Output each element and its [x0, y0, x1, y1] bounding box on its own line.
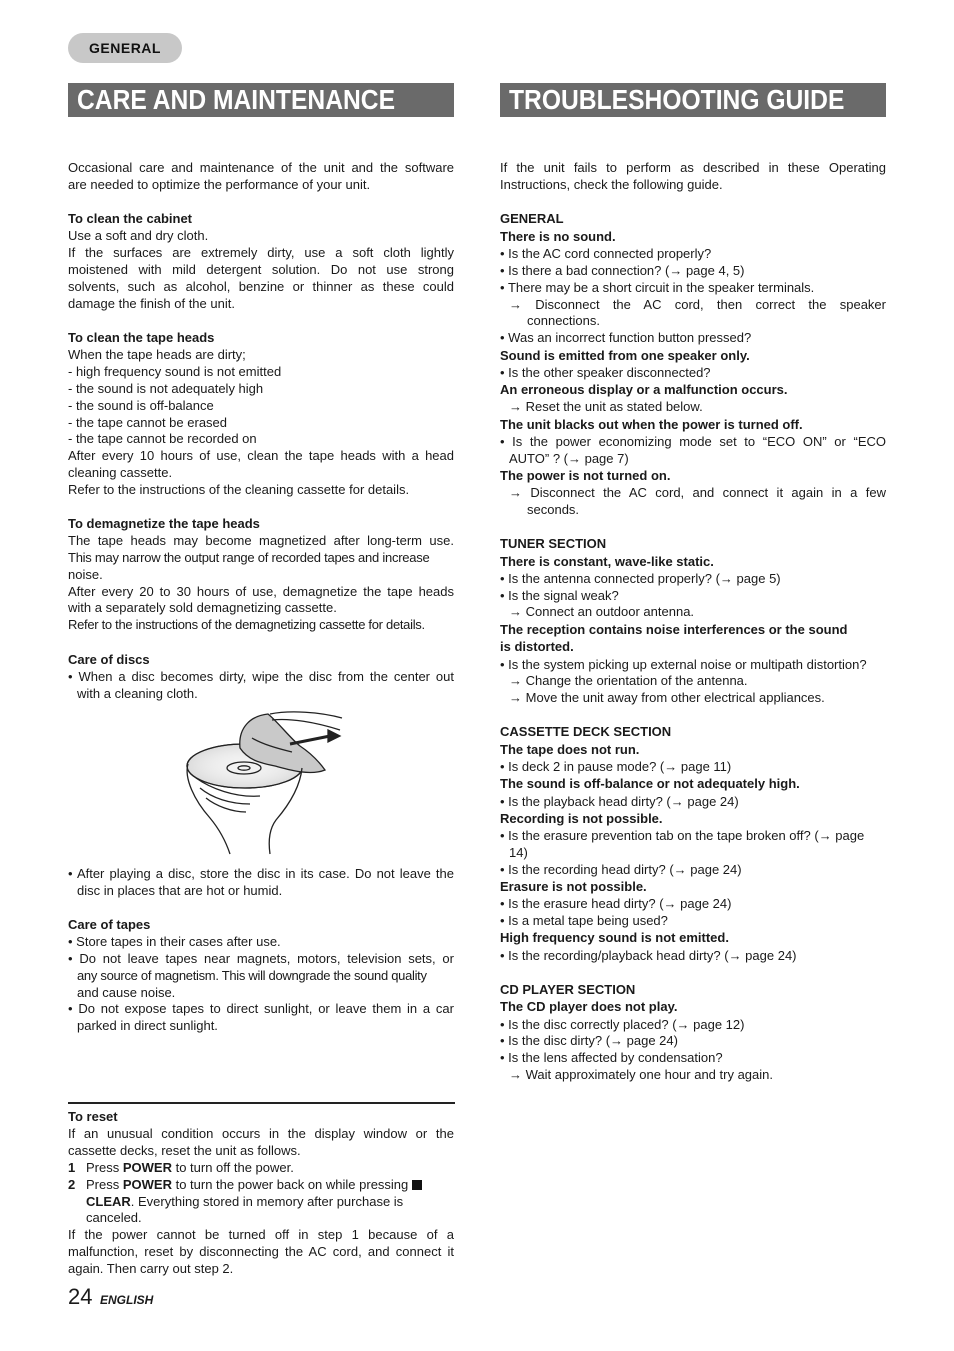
reset-step-1	[68, 1159, 454, 1176]
step-text: to turn off the power.	[171, 1160, 294, 1175]
text-line: solvents, such as alcohol, benzine or thinner as these could	[68, 279, 454, 294]
symptom: Erasure is not possible.	[500, 879, 647, 894]
remedy: → Reset the unit as stated below.	[500, 398, 886, 415]
symptom: An erroneous display or a malfunction occurs.	[500, 382, 788, 397]
bullet-item: • Store tapes in their cases after use.	[68, 933, 454, 950]
symptom: Sound is emitted from one speaker only.	[500, 348, 750, 363]
step-text: to turn the power back on while pressing	[171, 1177, 412, 1192]
step-number: 2	[68, 1177, 76, 1192]
check-item: • Is the system picking up external noise or multipath distortion?	[500, 656, 886, 673]
check-item: • Is the other speaker disconnected?	[500, 364, 886, 381]
check-item: • Is the erasure head dirty? (→ page 24)	[500, 895, 886, 912]
power-key: POWER	[122, 1160, 172, 1175]
text-line: with a separately sold demagnetizing cassette.	[68, 600, 337, 615]
remedy: → Change the orientation of the antenna.	[500, 672, 886, 689]
text-line: cassette decks, reset the unit as follows.	[68, 1143, 301, 1158]
cabinet-heading: To clean the cabinet	[68, 211, 193, 226]
power-key: POWER	[122, 1177, 172, 1192]
bullet-item: • When a disc becomes dirty, wipe the disc from the center out	[68, 668, 454, 685]
symptom: The unit blacks out when the power is turned off.	[500, 417, 803, 432]
text-line: After every 20 to 30 hours of use, demagnetize the tape heads	[68, 584, 454, 599]
text-line: cleaning cassette.	[68, 465, 173, 480]
check-item: • Is the recording/playback head dirty? (→ page 24)	[500, 947, 886, 964]
check-item: • Is the AC cord connected properly?	[500, 245, 886, 262]
remedy-cont: connections.	[527, 313, 600, 328]
symptom: High frequency sound is not emitted.	[500, 930, 729, 945]
intro-line: If the unit fails to perform as described in these Operating	[500, 160, 886, 175]
step-text: Press	[86, 1177, 123, 1192]
text-line: If the power cannot be turned off in step 1 because of a	[68, 1227, 454, 1242]
check-item: • Is the signal weak?	[500, 587, 886, 604]
demag-heading: To demagnetize the tape heads	[68, 516, 260, 531]
stop-square-icon	[412, 1180, 422, 1190]
step-number: 1	[68, 1160, 76, 1175]
bullet-cont: and cause noise.	[77, 985, 176, 1000]
intro-line: are needed to optimize the performance of your unit.	[68, 177, 371, 192]
tuner-heading: TUNER SECTION	[500, 536, 607, 551]
reset-step-2	[68, 1176, 454, 1193]
check-item: • Is the erasure prevention tab on the tape broken off? (→ page	[500, 827, 886, 844]
text-line: If an unusual condition occurs in the display window or the	[68, 1126, 454, 1141]
check-cont: AUTO” ? (→ page 7)	[509, 451, 629, 466]
bullet-cont: any source of magnetism. This will downgrade the sound quality	[77, 968, 427, 983]
bullet-item: • After playing a disc, store the disc in its case. Do not leave the	[68, 865, 454, 882]
symptom: The tape does not run.	[500, 742, 640, 757]
symptom: There is no sound.	[500, 229, 616, 244]
discs-heading: Care of discs	[68, 652, 150, 667]
heads-heading: To clean the tape heads	[68, 330, 215, 345]
clear-key: CLEAR	[86, 1194, 131, 1209]
symptom: The sound is off-balance or not adequately high.	[500, 776, 800, 791]
remedy: → Disconnect the AC cord, then correct the speaker	[500, 296, 886, 313]
bullet-cont: with a cleaning cloth.	[77, 686, 198, 701]
check-item: • Is the recording head dirty? (→ page 24)	[500, 861, 886, 878]
text-line: After every 10 hours of use, clean the tape heads with a head	[68, 448, 454, 463]
check-item: • Is a metal tape being used?	[500, 912, 886, 929]
bullet-item: • Do not expose tapes to direct sunlight, or leave them in a car	[68, 1000, 454, 1017]
text-line: noise.	[68, 567, 103, 582]
text-line: When the tape heads are dirty;	[68, 347, 246, 362]
symptom: Recording is not possible.	[500, 811, 663, 826]
text-line: damage the finish of the unit.	[68, 296, 235, 311]
step-text: . Everything stored in memory after purchase is	[130, 1194, 404, 1209]
symptom: There is constant, wave-like static.	[500, 554, 714, 569]
remedy: → Connect an outdoor antenna.	[500, 603, 886, 620]
language-label: ENGLISH	[100, 1293, 154, 1307]
check-cont: 14)	[509, 845, 528, 860]
care-maintenance-title: CARE AND MAINTENANCE	[68, 83, 454, 117]
check-item: • Is the lens affected by condensation?	[500, 1049, 886, 1066]
text-line: again. Then carry out step 2.	[68, 1261, 234, 1276]
remedy-cont: seconds.	[527, 502, 580, 517]
intro-line: Occasional care and maintenance of the unit and the software	[68, 160, 454, 175]
text-line: Refer to the instructions of the cleaning cassette for details.	[68, 482, 410, 497]
bullet-cont: parked in direct sunlight.	[77, 1018, 218, 1033]
cd-heading: CD PLAYER SECTION	[500, 982, 636, 997]
symptom: The CD player does not play.	[500, 999, 678, 1014]
remedy: → Disconnect the AC cord, and connect it again in a few	[500, 484, 886, 501]
intro-line: Instructions, check the following guide.	[500, 177, 723, 192]
check-item: • Is the playback head dirty? (→ page 24)	[500, 793, 886, 810]
text-line: moistened with mild detergent solution. Do not use strong	[68, 262, 454, 277]
text-line: If the surfaces are extremely dirty, use a soft cloth lightly	[68, 245, 454, 260]
text-line: malfunction, reset by disconnecting the AC cord, and connect it	[68, 1244, 454, 1259]
remedy: → Wait approximately one hour and try again.	[500, 1066, 886, 1083]
section-pill: GENERAL	[68, 33, 182, 63]
disc-cleaning-illustration	[180, 708, 350, 856]
reset-divider	[68, 1102, 455, 1104]
check-item: • Was an incorrect function button pressed?	[500, 329, 886, 346]
check-item: • Is the power economizing mode set to “ECO ON” or “ECO	[500, 433, 886, 450]
text-line: This may narrow the output range of recorded tapes and increase	[68, 550, 430, 565]
text-line: - the tape cannot be recorded on	[68, 431, 257, 446]
text-line: - high frequency sound is not emitted	[68, 364, 282, 379]
step-text: Press	[86, 1160, 123, 1175]
bullet-item: • Do not leave tapes near magnets, motors, television sets, or	[68, 950, 454, 967]
tapes-heading: Care of tapes	[68, 917, 151, 932]
text-line: - the sound is not adequately high	[68, 381, 264, 396]
text-line: Refer to the instructions of the demagnetizing cassette for details.	[68, 617, 425, 632]
check-item: • Is the disc correctly placed? (→ page 12)	[500, 1016, 886, 1033]
reset-step-2-cont: canceled.	[86, 1210, 142, 1225]
bullet-cont: disc in places that are hot or humid.	[77, 883, 283, 898]
symptom: The reception contains noise interferences or the sound	[500, 622, 848, 637]
check-item: • Is there a bad connection? (→ page 4, 5)	[500, 262, 886, 279]
check-item: • There may be a short circuit in the speaker terminals.	[500, 279, 886, 296]
text-line: - the sound is off-balance	[68, 398, 214, 413]
check-item: • Is deck 2 in pause mode? (→ page 11)	[500, 758, 886, 775]
remedy: → Move the unit away from other electrical appliances.	[500, 689, 886, 706]
troubleshooting-title: TROUBLESHOOTING GUIDE	[500, 83, 886, 117]
general-heading: GENERAL	[500, 211, 564, 226]
symptom: The power is not turned on.	[500, 468, 671, 483]
reset-step-2-cont	[68, 1193, 454, 1210]
text-line: The tape heads may become magnetized after long-term use.	[68, 533, 454, 548]
check-item: • Is the disc dirty? (→ page 24)	[500, 1032, 886, 1049]
text-line: - the tape cannot be erased	[68, 415, 228, 430]
cassette-heading: CASSETTE DECK SECTION	[500, 724, 672, 739]
text-line: Use a soft and dry cloth.	[68, 228, 209, 243]
symptom-cont: is distorted.	[500, 639, 574, 654]
page-number: 24	[68, 1284, 93, 1309]
reset-heading: To reset	[68, 1109, 118, 1124]
check-item: • Is the antenna connected properly? (→ page 5)	[500, 570, 886, 587]
